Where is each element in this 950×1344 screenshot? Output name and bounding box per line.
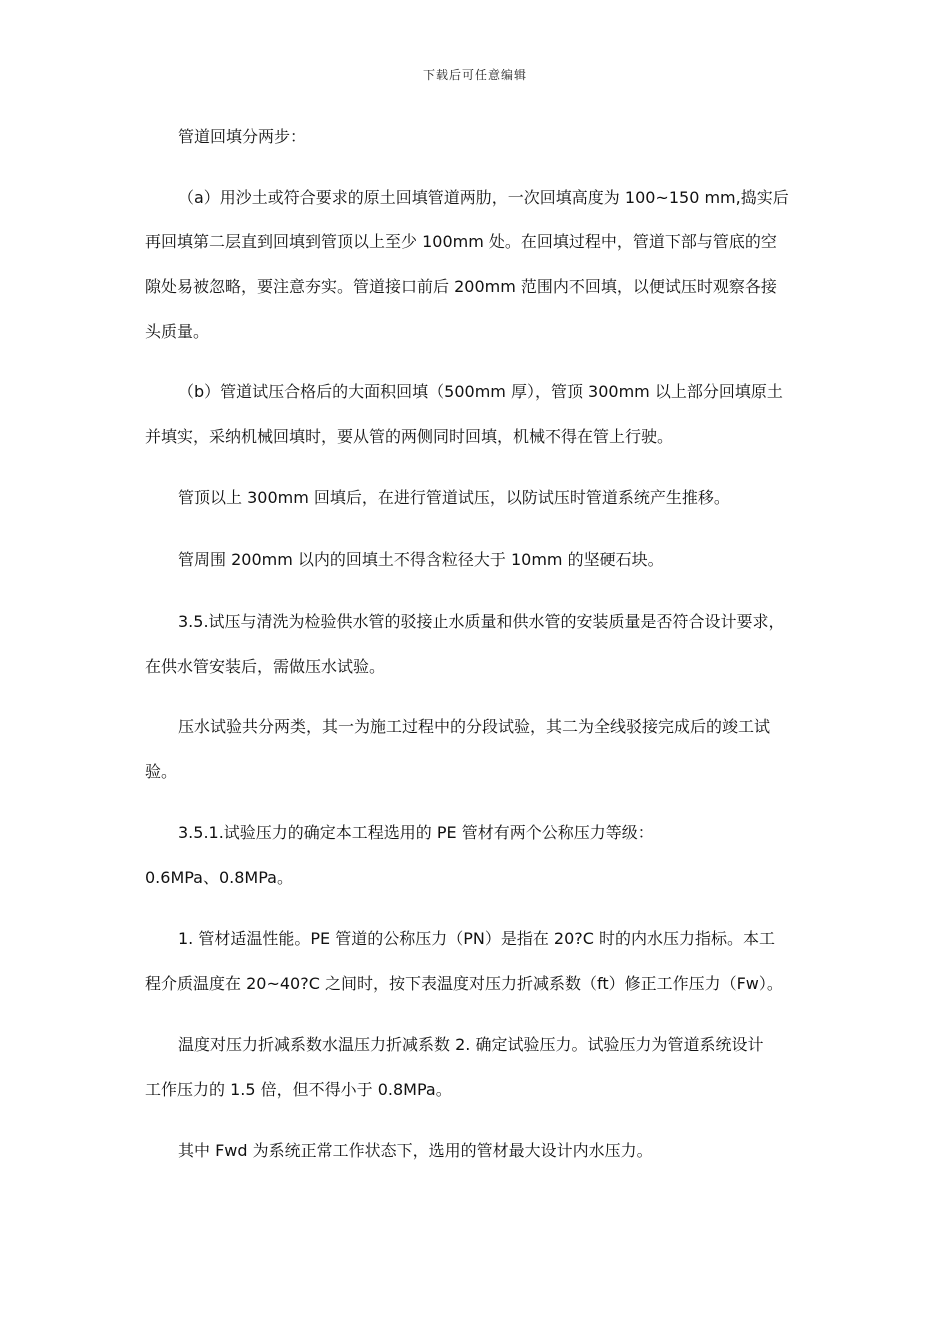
text-line: （a）用沙土或符合要求的原土回填管道两肋，一次回填高度为 100~150 mm,捣实后 xyxy=(178,188,789,207)
text-line: 其中 Fwd 为系统正常工作状态下，选用的管材最大设计内水压力。 xyxy=(178,1141,653,1160)
text-line: 3.5.试压与清洗为检验供水管的驳接止水质量和供水管的安装质量是否符合设计要求， xyxy=(178,612,785,631)
text-line: 管道回填分两步： xyxy=(178,127,307,146)
text-line: 温度对压力折减系数水温压力折减系数 2. 确定试验压力。试验压力为管道系统设计 xyxy=(178,1035,764,1054)
text-line: 再回填第二层直到回填到管顶以上至少 100mm 处。在回填过程中，管道下部与管底的空 xyxy=(145,232,777,251)
text-line: （b）管道试压合格后的大面积回填（500mm 厚），管顶 300mm 以上部分回填原土 xyxy=(178,382,783,401)
text-line: 头质量。 xyxy=(145,322,210,341)
text-line: 1. 管材适温性能。PE 管道的公称压力（PN）是指在 20?C 时的内水压力指标。本工 xyxy=(178,929,776,948)
text-line: 程介质温度在 20~40?C 之间时，按下表温度对压力折减系数（ft）修正工作压力（Fw）。 xyxy=(145,974,783,993)
text-line: 验。 xyxy=(145,762,178,781)
page-header: 下载后可任意编辑 xyxy=(422,68,527,82)
text-line: 隙处易被忽略，要注意夯实。管道接口前后 200mm 范围内不回填，以便试压时观察各接 xyxy=(145,277,777,296)
text-line: 管顶以上 300mm 回填后，在进行管道试压，以防试压时管道系统产生推移。 xyxy=(178,488,730,507)
text-line: 0.6MPa、0.8MPa。 xyxy=(145,868,293,887)
text-line: 管周围 200mm 以内的回填土不得含粒径大于 10mm 的坚硬石块。 xyxy=(178,550,664,569)
text-line: 3.5.1.试验压力的确定本工程选用的 PE 管材有两个公称压力等级： xyxy=(178,823,654,842)
text-line: 工作压力的 1.5 倍，但不得小于 0.8MPa。 xyxy=(145,1080,452,1099)
text-line: 压水试验共分两类，其一为施工过程中的分段试验，其二为全线驳接完成后的竣工试 xyxy=(178,717,771,736)
text-line: 在供水管安装后，需做压水试验。 xyxy=(145,657,386,676)
text-line: 并填实，采纳机械回填时，要从管的两侧同时回填，机械不得在管上行驶。 xyxy=(145,427,674,446)
